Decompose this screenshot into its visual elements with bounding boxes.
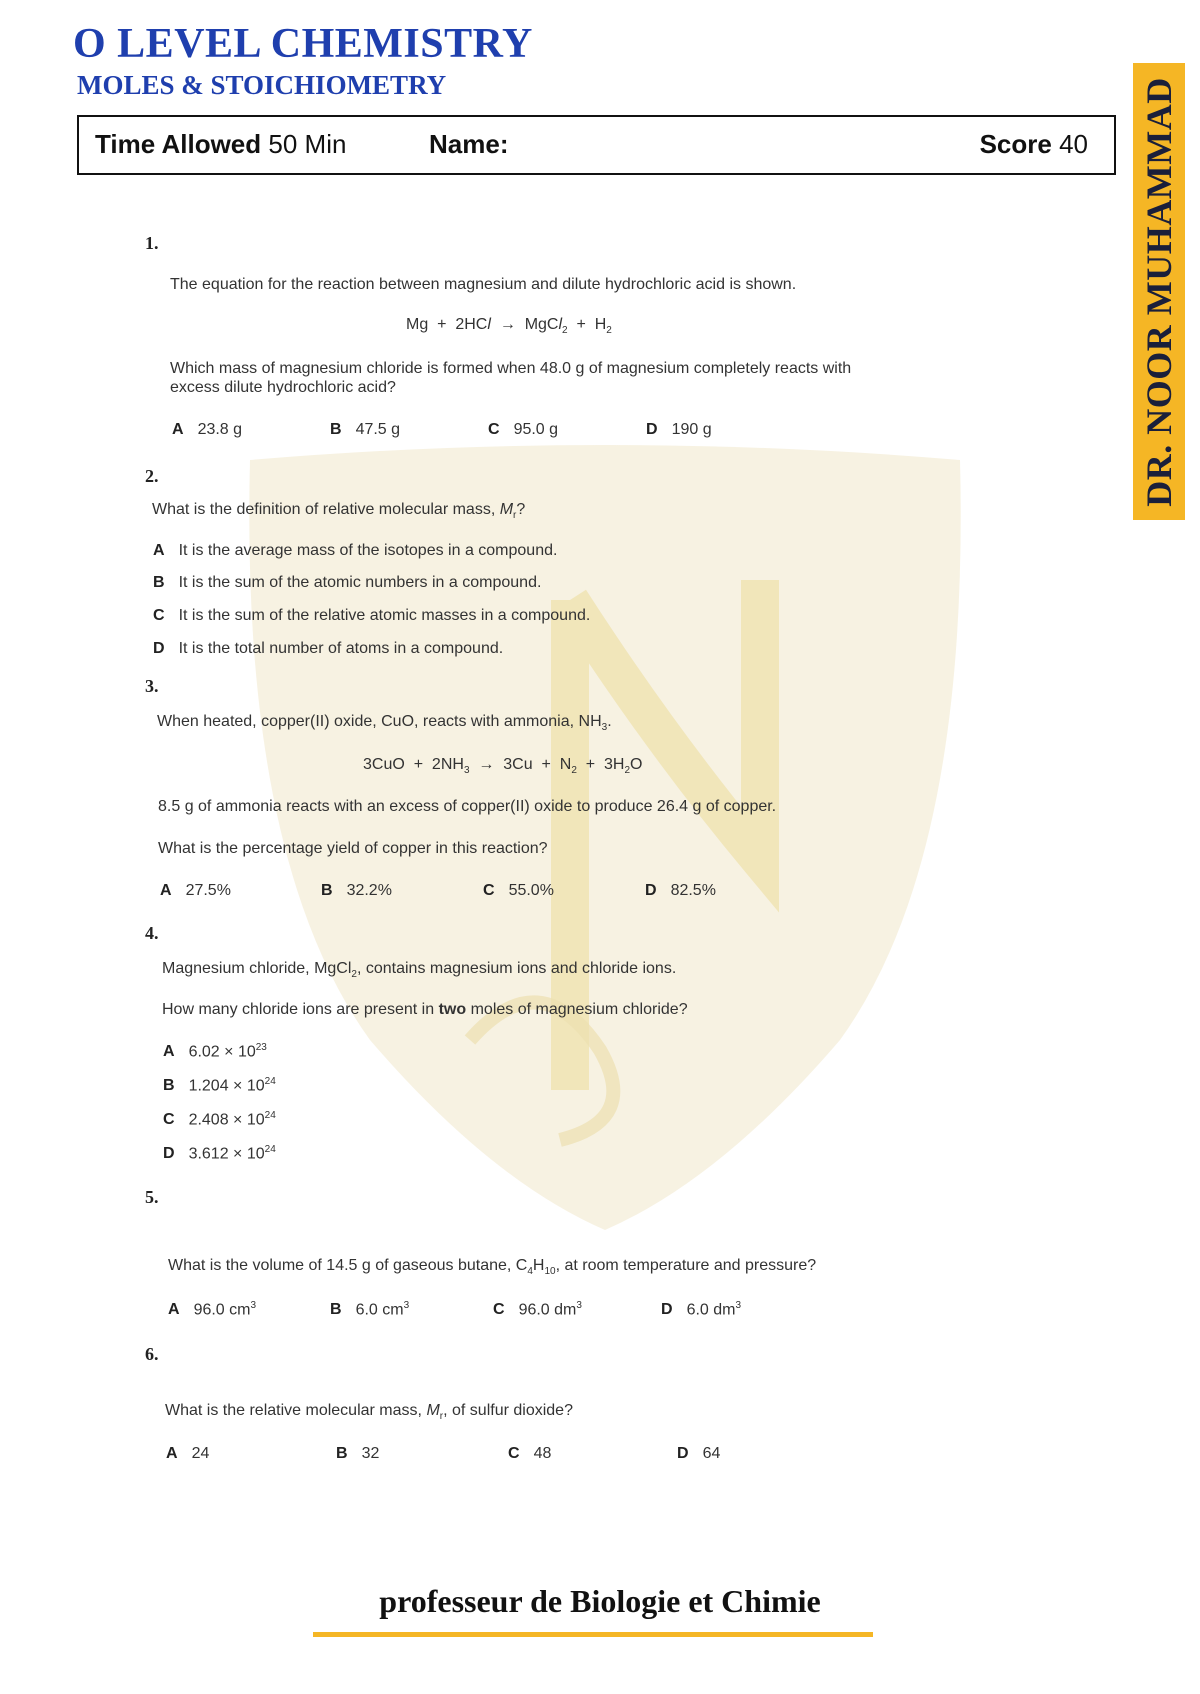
score-label: Score [979,129,1052,159]
question-1-prompt-line-2: excess dilute hydrochloric acid? [170,379,396,396]
question-5-option-a[interactable]: A 96.0 $cm^3$ [168,1300,257,1319]
question-6-option-b[interactable]: B 32 [336,1445,380,1462]
question-3-text: When heated, copper(II) oxide, CuO, reacts with ammonia, $NH_3$. [157,713,612,734]
question-2-number: 2. [145,466,159,486]
name-label: Name: [429,129,509,159]
question-3-option-c[interactable]: C 55.0% [483,882,554,899]
question-4-number: 4. [145,923,159,943]
question-1-prompt-line-1: Which mass of magnesium chloride is formed when 48.0 g of magnesium completely reacts with [170,360,852,377]
question-5-option-c[interactable]: C 96.0 $dm^3$ [493,1300,582,1319]
question-1-number: 1. [145,233,159,253]
question-6-option-d[interactable]: D 64 [677,1445,721,1462]
question-5-option-d[interactable]: D 6.0 $dm^3$ [661,1300,742,1319]
score-value: 40 [1059,129,1088,159]
page-subtitle: MOLES & STOICHIOMETRY [77,70,447,100]
question-6-option-c[interactable]: C 48 [508,1445,552,1462]
question-3-option-a[interactable]: A 27.5% [160,882,231,899]
footer-text: professeur de Biologie et Chimie [379,1583,821,1619]
question-5-option-b[interactable]: B 6.0 $cm^3$ [330,1300,410,1319]
question-6-number: 6. [145,1344,159,1364]
question-1-option-d[interactable]: D 190 g [646,421,712,438]
question-1-option-a[interactable]: A 23.8 g [172,421,243,438]
question-4-option-d[interactable]: D $3.612 \times 10^{24}$ [163,1144,276,1163]
question-4-prompt: How many chloride ions are present in two moles of magnesium chloride? [162,1001,688,1018]
question-3-option-d[interactable]: D 82.5% [645,882,716,899]
question-4-option-a[interactable]: A $6.02 \times 10^{23}$ [163,1042,267,1061]
question-1-equation: Mg + 2HCl → MgCl$_2$ + $H_2$ [406,316,612,337]
page-title: O LEVEL CHEMISTRY [73,21,533,67]
author-banner [1133,63,1185,520]
author-name: DR. NOOR MUHAMMAD [1139,76,1179,507]
question-3-option-b[interactable]: B 32.2% [321,882,392,899]
question-3-equation: $3CuO + 2NH_3 \to 3Cu + N_2 + 3H_2O$ [363,756,643,777]
question-6-option-a[interactable]: A 24 [166,1445,210,1462]
question-1-option-b[interactable]: B 47.5 g [330,421,401,438]
question-2-text: What is the definition of relative molecular mass, $M_r$? [152,501,526,522]
question-5-text: What is the volume of 14.5 g of gaseous butane, $C_4H_{10}$, at room temperature and pressure? [168,1257,817,1278]
question-1-text: The equation for the reaction between magnesium and dilute hydrochloric acid is shown. [170,276,797,293]
question-2-option-c[interactable]: C It is the sum of the relative atomic masses in a compound. [153,607,591,624]
time-allowed [95,129,346,160]
question-3-number: 3. [145,676,159,696]
question-4-text: Magnesium chloride, MgCl$_2$, contains magnesium ions and chloride ions. [162,960,677,981]
question-2-option-b[interactable]: B It is the sum of the atomic numbers in a compound. [153,574,542,591]
question-4-option-b[interactable]: B $1.204 \times 10^{24}$ [163,1076,276,1095]
question-5-number: 5. [145,1187,159,1207]
question-3-given: 8.5 g of ammonia reacts with an excess of copper(II) oxide to produce 26.4 g of copper. [158,798,777,815]
footer-underline [313,1632,873,1637]
question-2-option-a[interactable]: A It is the average mass of the isotopes in a compound. [153,542,558,559]
question-4-option-c[interactable]: C $2.408 \times 10^{24}$ [163,1110,276,1129]
question-6-text: What is the relative molecular mass, $M_r$, of sulfur dioxide? [165,1402,573,1423]
question-2-option-d[interactable]: D It is the total number of atoms in a compound. [153,640,504,657]
question-1-option-c[interactable]: C 95.0 g [488,421,559,438]
score [980,129,1088,160]
question-3-prompt: What is the percentage yield of copper in this reaction? [158,840,548,857]
time-allowed-value: 50 Min [268,129,347,159]
time-allowed-label: Time Allowed [95,129,262,159]
exam-info-box [77,115,1116,175]
